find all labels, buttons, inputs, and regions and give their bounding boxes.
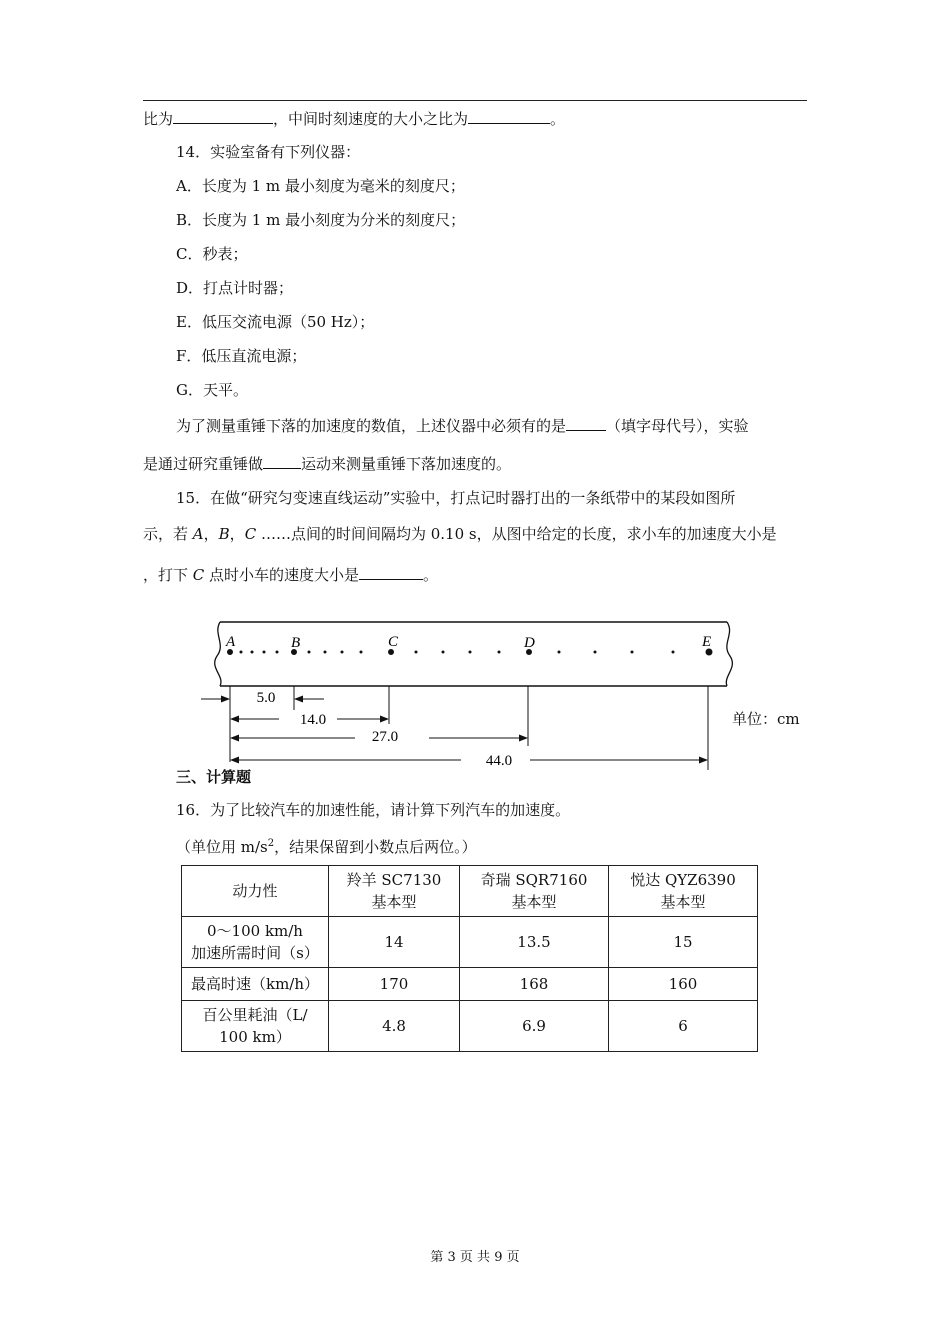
- q16-stem: 16．为了比较汽车的加速性能，请计算下列汽车的加速度。: [176, 801, 571, 819]
- page-footer: 第 3 页 共 9 页: [430, 1250, 520, 1265]
- table-row: [182, 968, 758, 1001]
- row-label-line: 百公里耗油（L/: [202, 1006, 308, 1024]
- table-cell: 6.9: [460, 1001, 609, 1052]
- table-header-row: [182, 866, 758, 917]
- table-row-label: [182, 917, 329, 968]
- paper-tape-svg: [195, 610, 825, 780]
- q14-option-e: E．低压交流电源（50 Hz）；: [176, 313, 375, 331]
- answer-blank[interactable]: [263, 452, 301, 469]
- arrowhead: [230, 735, 239, 742]
- table-cell: 170: [329, 968, 460, 1001]
- tape-dot: [631, 651, 634, 654]
- paper-tape-figure: [195, 610, 825, 780]
- q14-option-c: C．秒表；: [176, 245, 248, 263]
- table-cell: 13.5: [460, 917, 609, 968]
- tape-dot: [240, 651, 243, 654]
- q15-line3: [143, 563, 438, 585]
- tape-dot: [276, 651, 279, 654]
- dim-label-5: 5.0: [256, 690, 276, 706]
- car-model-name: 羚羊 SC7130: [346, 871, 442, 889]
- q14-option-d: D．打点计时器；: [176, 279, 294, 297]
- q14-question-line2: [143, 452, 511, 474]
- car-model-variant: 基本型: [371, 893, 417, 911]
- q14-option-b: B．长度为 1 m 最小刻度为分米的刻度尺；: [176, 211, 466, 229]
- q14-question-line1: [176, 414, 749, 436]
- table-row: [182, 917, 758, 968]
- q14-question-text-a: 为了测量重锤下落的加速度的数值，上述仪器中必须有的是: [176, 417, 567, 435]
- tape-left-tear: [215, 622, 221, 686]
- tape-dot: [324, 651, 327, 654]
- q15-line1: 15．在做“研究匀变速直线运动”实验中，打点记时器打出的一条纸带中的某段如图所: [176, 489, 736, 507]
- arrowhead: [221, 696, 230, 703]
- tape-dot: [251, 651, 254, 654]
- q16-note-text: （单位用 m/s: [176, 838, 268, 856]
- car-model-variant: 基本型: [660, 893, 706, 911]
- q13-text-b: ，中间时刻速度的大小之比为: [273, 110, 469, 128]
- q15-separator: ，: [203, 525, 219, 543]
- q15-text: 示，若: [143, 525, 193, 543]
- dim-label-27: 27.0: [371, 729, 399, 745]
- tape-right-tear: [726, 622, 732, 686]
- row-label-line: 加速所需时间（s）: [191, 944, 319, 962]
- answer-blank[interactable]: [468, 107, 550, 124]
- tape-dot: [360, 651, 363, 654]
- q14-option-g: G．天平。: [176, 381, 248, 399]
- answer-blank[interactable]: [566, 414, 606, 431]
- tape-unit-label: 单位：cm: [732, 710, 800, 728]
- tape-dot: [594, 651, 597, 654]
- arrowhead: [294, 696, 303, 703]
- point-label: B: [218, 525, 230, 543]
- answer-blank[interactable]: [173, 107, 273, 124]
- q16-note-superscript: 2: [267, 838, 275, 849]
- table-cell: 14: [329, 917, 460, 968]
- answer-blank[interactable]: [359, 563, 423, 580]
- q16-note: [176, 834, 477, 857]
- tape-dot: [308, 651, 311, 654]
- header-rule: [143, 100, 807, 101]
- q15-text: 。: [423, 566, 439, 584]
- point-label: A: [192, 525, 204, 543]
- q14-question-text-b: （填字母代号），实验: [606, 417, 749, 435]
- tape-label-a: A: [226, 634, 236, 650]
- dim-label-44: 44.0: [485, 753, 513, 769]
- row-label-line: 100 km）: [219, 1028, 291, 1046]
- table-cell: 15: [609, 917, 758, 968]
- q14-option-a: A．长度为 1 m 最小刻度为毫米的刻度尺；: [176, 177, 465, 195]
- arrowhead: [380, 716, 389, 723]
- table-cell: 4.8: [329, 1001, 460, 1052]
- tape-dot: [558, 651, 561, 654]
- tape-label-e: E: [702, 634, 712, 650]
- point-label: C: [244, 525, 257, 543]
- tape-dot: [672, 651, 675, 654]
- car-model-variant: 基本型: [511, 893, 557, 911]
- q13-ratio-line: [143, 107, 565, 129]
- table-row-label: 最高时速（km/h）: [182, 968, 329, 1001]
- tape-label-b: B: [291, 635, 301, 651]
- car-model-name: 奇瑞 SQR7160: [480, 871, 588, 889]
- table-header-cell: 动力性: [182, 866, 329, 917]
- tape-dot: [263, 651, 266, 654]
- point-label: C: [192, 566, 205, 584]
- table-cell: 160: [609, 968, 758, 1001]
- table-cell: 6: [609, 1001, 758, 1052]
- q15-line2: [143, 524, 777, 544]
- q15-separator: ，: [229, 525, 245, 543]
- tape-label-d: D: [524, 635, 535, 651]
- q15-text: ……点间的时间间隔均为 0.10 s，从图中给定的长度，求小车的加速度大小是: [256, 525, 777, 543]
- tape-dot: [498, 651, 501, 654]
- table-header-cell: [460, 866, 609, 917]
- row-label-line: 0～100 km/h: [207, 922, 303, 940]
- tape-dot: [442, 651, 445, 654]
- section-heading: 三、计算题: [176, 768, 252, 786]
- arrowhead: [699, 757, 708, 764]
- tape-label-c: C: [388, 634, 399, 650]
- car-spec-table: [181, 865, 758, 1052]
- table-row-label: [182, 1001, 329, 1052]
- arrowhead: [230, 716, 239, 723]
- car-model-name: 悦达 QYZ6390: [630, 871, 736, 889]
- q14-stem: 14．实验室备有下列仪器：: [176, 143, 361, 161]
- q15-text: ，打下: [143, 566, 193, 584]
- arrowhead: [230, 757, 239, 764]
- tape-dot: [415, 651, 418, 654]
- table-cell: 168: [460, 968, 609, 1001]
- q13-text-a: 比为: [143, 110, 174, 128]
- dim-label-14: 14.0: [299, 712, 327, 728]
- arrowhead: [519, 735, 528, 742]
- q14-question-text-c: 是通过研究重锤做: [143, 455, 264, 473]
- q13-text-end: 。: [550, 110, 566, 128]
- q16-note-text: ，结果保留到小数点后两位。）: [274, 838, 477, 856]
- tape-dot: [341, 651, 344, 654]
- table-header-cell: [329, 866, 460, 917]
- q14-option-f: F．低压直流电源；: [176, 347, 307, 365]
- tape-dot: [469, 651, 472, 654]
- table-row: [182, 1001, 758, 1052]
- table-header-cell: [609, 866, 758, 917]
- q15-text: 点时小车的速度大小是: [204, 566, 360, 584]
- q14-question-text-d: 运动来测量重锤下落加速度的。: [301, 455, 512, 473]
